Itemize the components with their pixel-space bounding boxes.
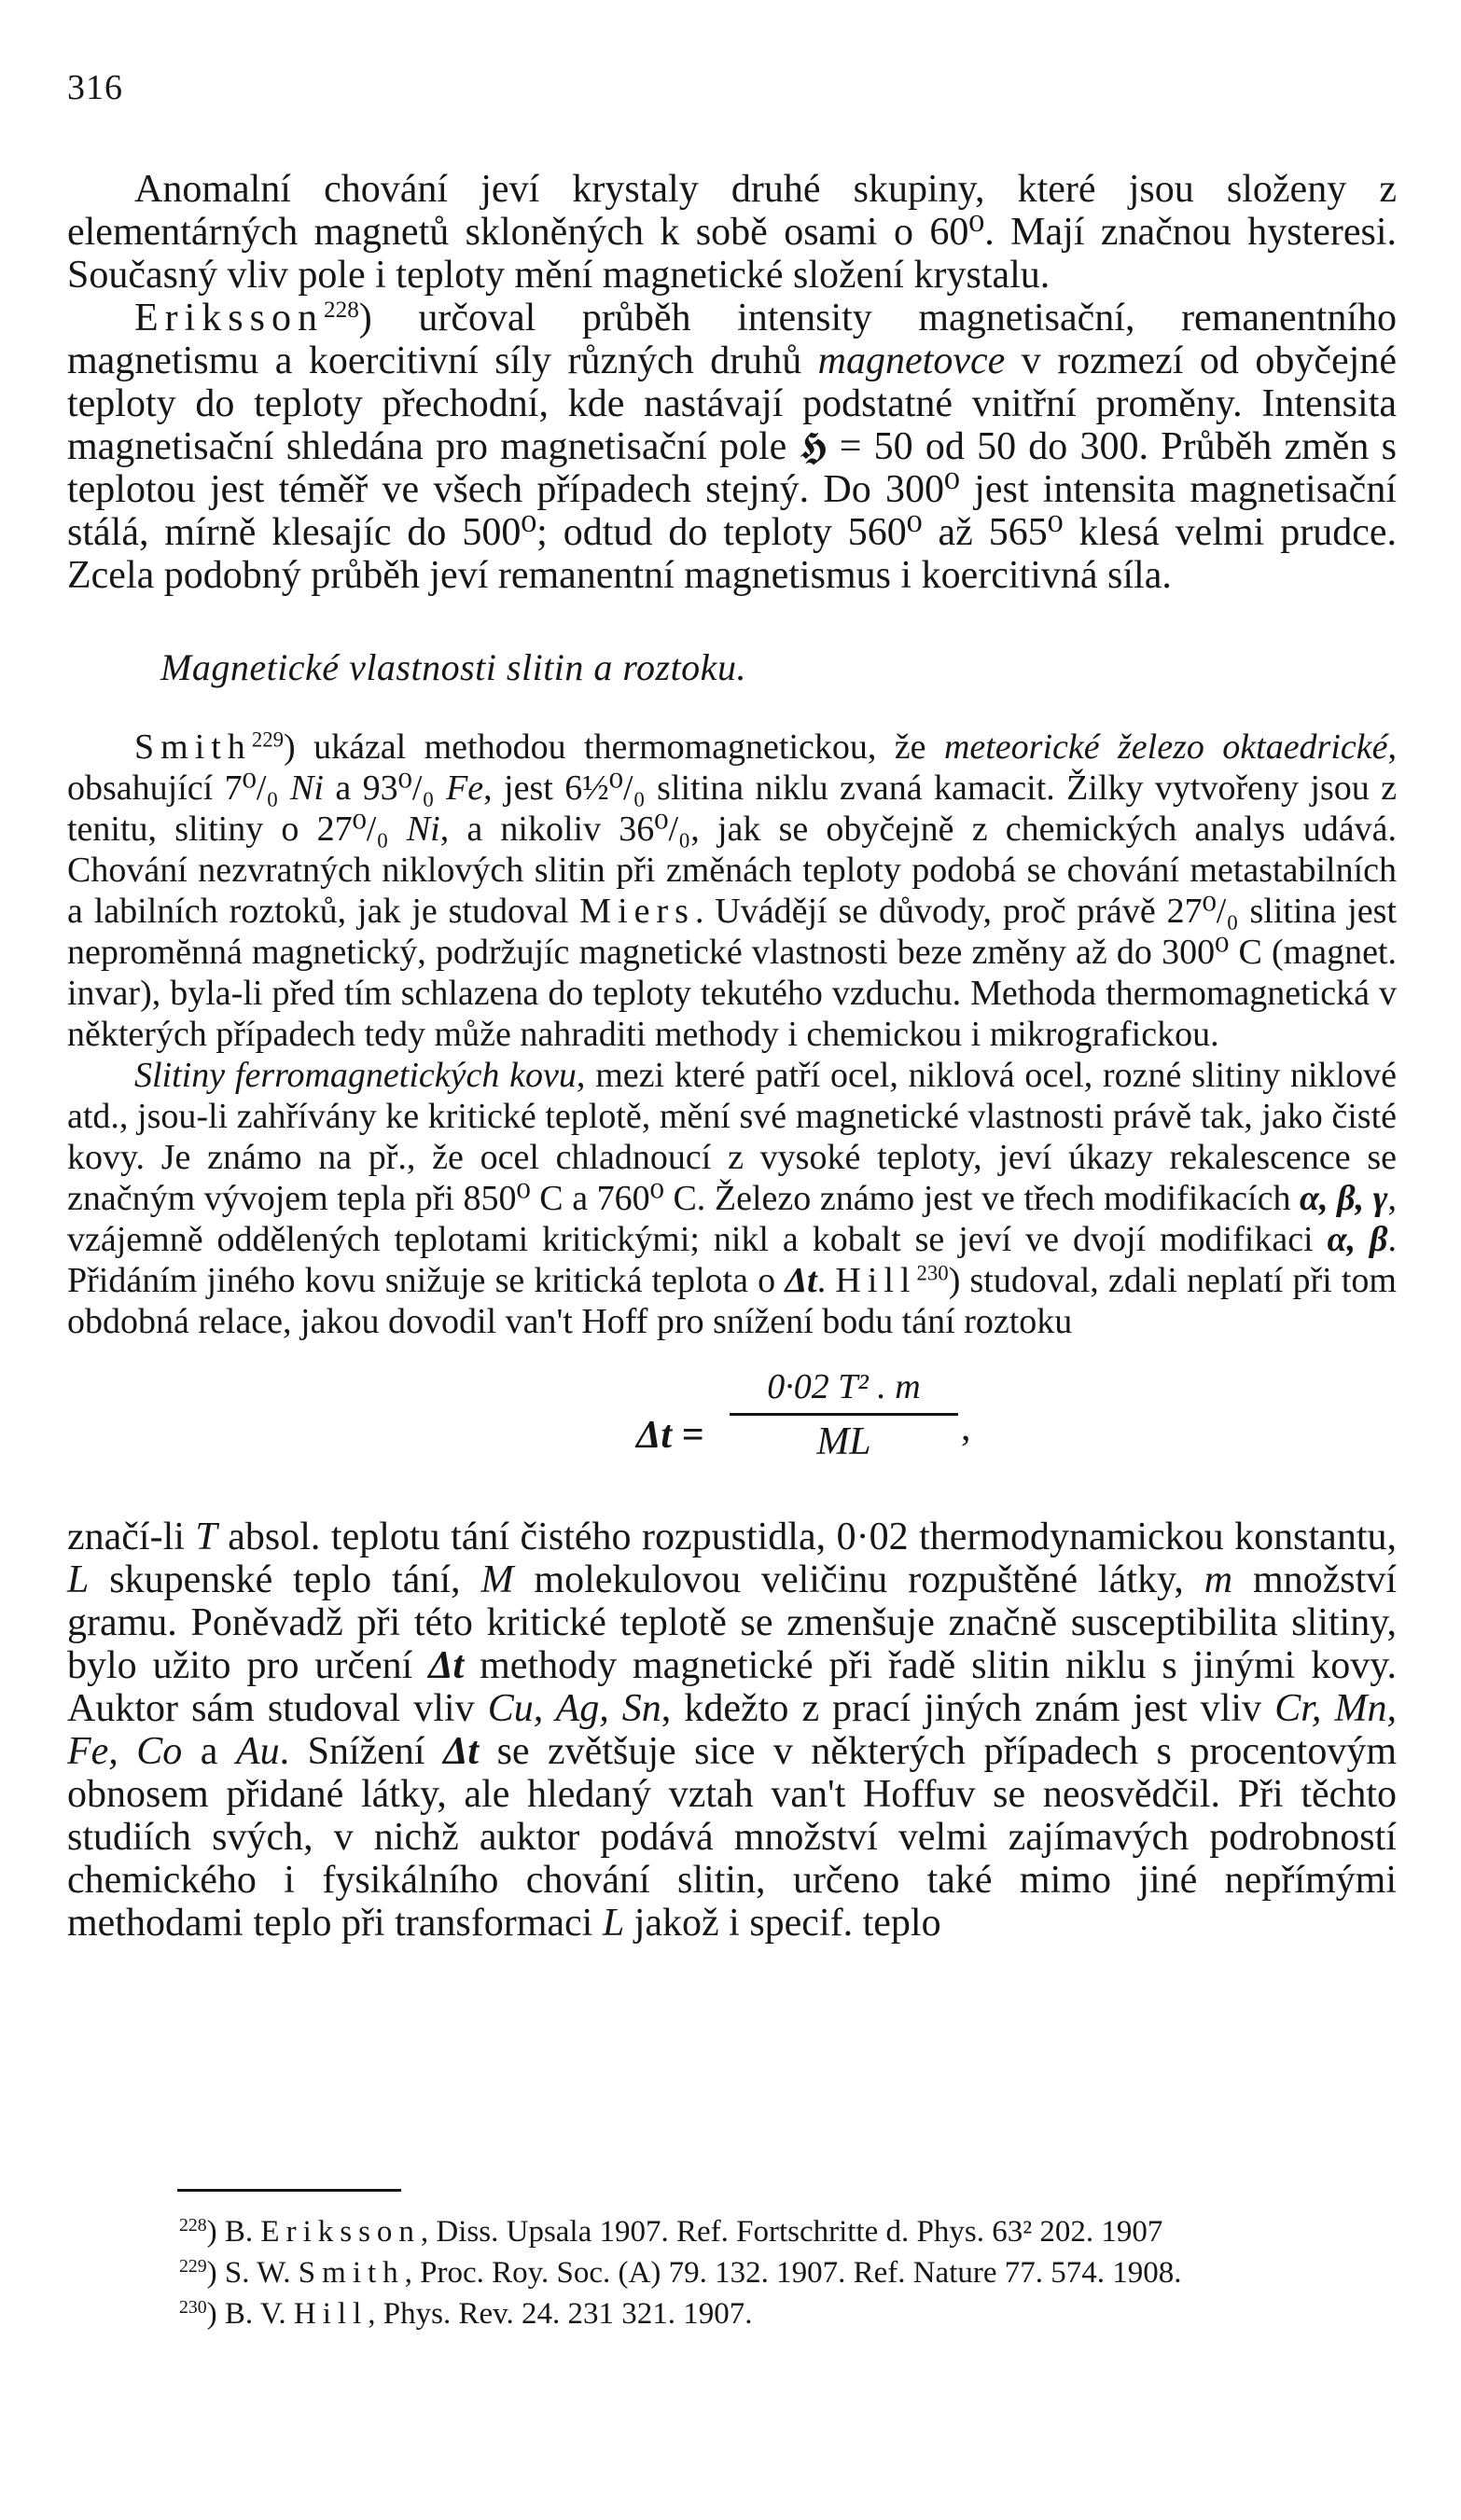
chem-symbols: Cu, Ag, Sn — [487, 1687, 661, 1730]
vant-hoff-formula — [67, 1366, 1397, 1506]
author-name: Hill — [293, 2297, 369, 2331]
page-body — [67, 168, 1397, 1945]
text-run: ) studoval, zdali neplatí při tom obdobná relace, jakou dovodil van't Hoff pro snížení bodu tání roztoku — [67, 1261, 1397, 1341]
author-name: Eriksson — [260, 2215, 421, 2249]
delta-symbol: Δt — [785, 1261, 817, 1300]
formula-numerator: 0·02 T² . m — [767, 1367, 921, 1406]
text-run: . Snížení — [279, 1730, 444, 1773]
author-initials: S. W. — [224, 2256, 299, 2290]
footnote-230: $^{230}$) B. V. Hill, Phys. Rev. 24. 231 321. 1907. — [179, 2297, 753, 2331]
text-run: skupenské teplo tání, — [89, 1558, 481, 1601]
text-run: , kdežto z prací jiných znám jest vliv — [661, 1687, 1275, 1730]
author-name: Smith — [298, 2256, 405, 2290]
italic-term: Slitiny ferromagnetických kovu — [134, 1056, 577, 1095]
paragraph-smith — [67, 727, 1397, 1055]
paragraph-formula-explanation — [67, 1516, 1397, 1945]
page-number: 316 — [67, 68, 123, 107]
text-run: . Uvádějí se důvody, proč právě 27⁰/₀ slitina jest nepromĕnná magnetický, podržujíc magnetické vlastnosti beze změny až do 300⁰ C (magnet. invar), byla-li před tím schlazena do teploty tekutého vzduchu. Methoda thermomagnetická v některých případech tedy může nahraditi methody i chemickou i mikrografickou. — [67, 892, 1398, 1054]
text-run: , a nikoliv 36⁰/₀, jak se obyčejně z chemických analys udává. Chování nezvratných niklových slitin při změnách teploty podobá se chování metastabilních a labilních roztoků, jak je studoval — [67, 810, 1397, 931]
text-run: , obsahující 7⁰/₀ — [67, 727, 1398, 808]
footnote-number: 229 — [179, 2256, 207, 2278]
text-run: v rozmezí od obyčejné teploty do teploty přechodní, kde nastávají podstatné vnitřní proměny. Intensita magnetisační shledána pro magnetisační pole — [67, 339, 1397, 468]
formula-denominator: ML — [816, 1420, 871, 1463]
text-run: . Přidáním jiného kovu snižuje se kritická teplota o — [67, 1220, 1397, 1300]
footnotes — [67, 2212, 1397, 2335]
math-var: L — [67, 1558, 90, 1601]
text-run: absol. teplotu tání čistého rozpustidla, 0·02 thermodynamickou konstantu, — [216, 1516, 1397, 1558]
author-name: Eriksson — [134, 297, 324, 339]
math-var: L — [602, 1902, 625, 1945]
text-run: ) ukázal methodou thermomagnetickou, že — [284, 727, 944, 767]
chem-symbol: Fe — [446, 768, 484, 808]
text-run: = 50 od 50 do 300. Průběh změn s teplotou jest téměř ve všech případech stejný. Do 300⁰ jest intensita magnetisační stálá, mírně klesajíc do 500⁰; odtud do teploty 560⁰ až 565⁰ klesá velmi prudce. Zcela podobný průběh jeví remanentní magnetismus i koercitivná síla. — [67, 425, 1397, 597]
chem-symbol: Ni — [406, 810, 440, 849]
text-run: a — [182, 1730, 236, 1773]
footnote-text: , Diss. Upsala 1907. Ref. Fortschritte d. Phys. 63² 202. 1907 — [420, 2215, 1163, 2249]
greek-symbols: α, β, γ — [1300, 1179, 1388, 1218]
footnote-number: 230 — [179, 2297, 207, 2319]
footnote-228: $^{228}$) B. Eriksson, Diss. Upsala 1907. Ref. Fortschritte d. Phys. 63² 202. 1907 — [179, 2215, 1163, 2249]
text-run: množství gramu. Poněvadž při této kritické teplotě se zmenšuje značně susceptibilita slitiny, bylo užito pro určení — [67, 1558, 1397, 1687]
formula-trail: , — [961, 1406, 971, 1449]
chem-symbol: Ni — [290, 768, 324, 808]
math-var: m — [1204, 1558, 1233, 1601]
footnote-ref: 228 — [324, 298, 359, 324]
greek-symbols: α, β — [1327, 1220, 1388, 1259]
author-name: Miers — [579, 892, 695, 931]
chem-symbol: Au — [235, 1730, 280, 1773]
text-run: a 93⁰/₀ — [323, 768, 447, 808]
paragraph-ferromagnetic-alloys — [67, 1055, 1397, 1342]
text-run: jakož i specif. teplo — [624, 1902, 941, 1945]
footnote-rule — [177, 2189, 401, 2192]
paragraph-anomalous-crystals: Anomalní chování jeví krystaly druhé skupiny, které jsou složeny z elementárných magnetů skloněných k sobě osami o 60⁰. Mají značnou hysteresi. Současný vliv pole i teploty mění magnetické složení krystalu. — [67, 168, 1397, 297]
author-name: Smith — [134, 727, 252, 767]
footnote-ref: 229 — [251, 727, 285, 752]
footnote-text: , Proc. Roy. Soc. (A) 79. 132. 1907. Ref. Nature 77. 574. 1908. — [404, 2256, 1182, 2290]
italic-term: meteorické železo oktaedrické — [943, 727, 1388, 767]
delta-symbol: Δt — [428, 1644, 465, 1687]
text-run: značí-li — [67, 1516, 196, 1558]
field-symbol: 𝕳 — [799, 425, 828, 468]
text-run: , mezi které patří ocel, niklová ocel, rozné slitiny niklové atd., jsou-li zahřívány ke kritické teplotě, mění své magnetické vlastnosti právě tak, jako čisté kovy. Je známo na př., že ocel chladnoucí z vysoké teploty, jeví úkazy rekalescence se značným vývojem tepla při 850⁰ C a 760⁰ C. Železo známo jest ve třech modifikacích — [67, 1056, 1397, 1218]
footnote-text: , Phys. Rev. 24. 231 321. 1907. — [368, 2297, 753, 2331]
math-var: M — [480, 1558, 514, 1601]
text-run: . — [816, 1261, 836, 1300]
text-run: se zvětšuje sice v některých případech s procentovým obnosem přidané látky, ale hledaný vztah van't Hoffuv se neosvědčil. Při těchto studiích svých, v nichž auktor podává množství velmi zajímavých podrobností chemického i fysikálního chování slitin, určeno také mimo jiné nepřímými methodami teplo při transformaci — [67, 1730, 1397, 1945]
chem-symbols: Cr, Mn, Fe, Co — [67, 1687, 1397, 1773]
text-run: molekulovou veličinu rozpuštěné látky, — [513, 1558, 1204, 1601]
italic-term: magnetovce — [817, 339, 1006, 382]
footnote-number: 228 — [179, 2215, 207, 2236]
text-run: methody magnetické při řadě slitin niklu s jinými kovy. Auktor sám studoval vliv — [67, 1644, 1397, 1730]
math-var: T — [195, 1516, 217, 1558]
footnote-ref: 230 — [916, 1261, 949, 1285]
delta-symbol: Δt — [443, 1730, 480, 1773]
author-name: Hill — [835, 1261, 917, 1300]
formula-lhs: Δt = — [636, 1414, 704, 1457]
text-run: , jest 6½⁰/₀ slitina niklu zvaná kamacit. Žilky vytvořeny jsou z tenitu, slitiny o 27⁰/₀ — [67, 768, 1398, 849]
formula-fraction — [730, 1366, 958, 1464]
text-run: , vzájemně oddělených teplotami kritickými; nikl a kobalt se jeví ve dvojí modifikaci — [67, 1179, 1397, 1259]
section-heading: Magnetické vlastnosti slitin a roztoku. — [160, 646, 746, 688]
text-run: ) určoval průběh intensity magnetisační, remanentního magnetismu a koercitivní síly různých druhů — [67, 297, 1397, 382]
footnote-229: $^{229}$) S. W. Smith, Proc. Roy. Soc. (A) 79. 132. 1907. Ref. Nature 77. 574. 1908. — [179, 2256, 1182, 2290]
paragraph-eriksson — [67, 297, 1397, 597]
author-initials: B. V. — [224, 2297, 294, 2331]
